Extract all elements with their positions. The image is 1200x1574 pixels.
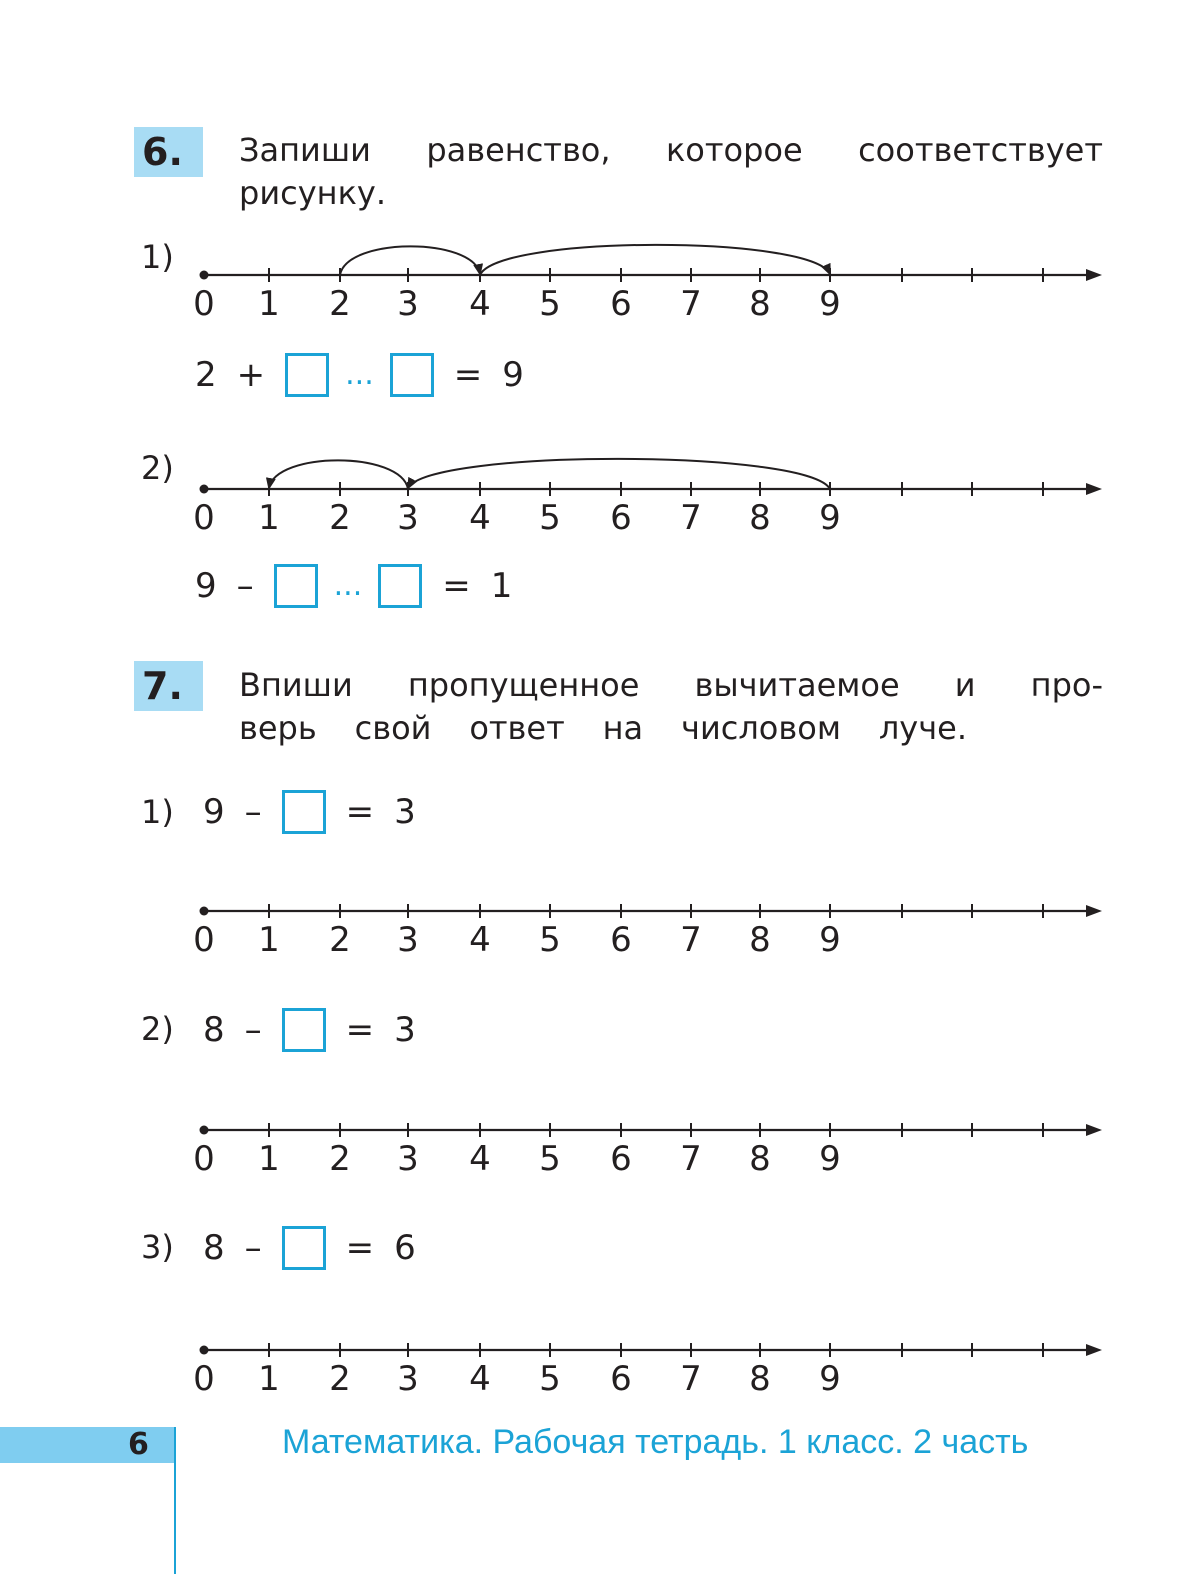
- tick-label: 8: [749, 920, 771, 960]
- exercise-7-task-line1: Впиши пропущенное вычитаемое и про-: [239, 666, 1103, 704]
- eq-result: 3: [394, 1010, 416, 1050]
- jump-arc: [269, 460, 408, 489]
- tick-label: 9: [819, 1359, 841, 1399]
- number-line-7-2: [190, 1095, 1110, 1179]
- tick-label: 4: [469, 920, 491, 960]
- jump-arc: [340, 246, 480, 275]
- eq-result: 9: [502, 355, 524, 395]
- tick-label: 6: [610, 284, 632, 324]
- eq-minuend: 9: [203, 792, 225, 832]
- eq-result: 6: [394, 1228, 416, 1268]
- eq-minuend: 8: [203, 1010, 225, 1050]
- tick-label: 6: [610, 1139, 632, 1179]
- eq-operator: –: [244, 792, 262, 832]
- tick-label: 2: [329, 1359, 351, 1399]
- exercise-6-part-1-label: 1): [141, 238, 174, 276]
- eq-operator: –: [244, 1010, 262, 1050]
- axis-arrow-head: [1086, 269, 1102, 281]
- subtrahend-answer-box[interactable]: [282, 790, 326, 834]
- exercise-7-number: 7.: [134, 661, 203, 711]
- tick-label: 7: [680, 498, 702, 538]
- exercise-7-part-3-equation: [203, 1226, 416, 1270]
- tick-label: 4: [469, 1139, 491, 1179]
- eq-start: 9: [195, 566, 217, 606]
- eq-equals: =: [442, 566, 471, 606]
- page-margin-line: [174, 1427, 176, 1574]
- tick-label: 9: [819, 920, 841, 960]
- tick-label: 0: [193, 498, 215, 538]
- eq-equals: =: [345, 792, 375, 832]
- origin-dot: [200, 485, 209, 494]
- tick-label: 0: [193, 284, 215, 324]
- eq-equals: =: [345, 1228, 375, 1268]
- tick-label: 9: [819, 498, 841, 538]
- exercise-7-task-line2: верь свой ответ на числовом луче.: [239, 709, 967, 747]
- exercise-6-part-1-equation: [195, 353, 524, 397]
- tick-label: 0: [193, 1359, 215, 1399]
- tick-label: 5: [539, 920, 561, 960]
- number-line-7-3: [190, 1315, 1110, 1399]
- page-number-band: [0, 1427, 176, 1463]
- eq-minuend: 8: [203, 1228, 225, 1268]
- tick-label: 8: [749, 1139, 771, 1179]
- tick-label: 3: [397, 920, 419, 960]
- exercise-6-part-2-label: 2): [141, 449, 174, 487]
- answer-box[interactable]: [285, 353, 329, 397]
- eq-equals: =: [345, 1010, 375, 1050]
- tick-label: 5: [539, 1359, 561, 1399]
- tick-label: 1: [258, 1139, 280, 1179]
- eq-operator: –: [244, 1228, 262, 1268]
- tick-label: 8: [749, 284, 771, 324]
- tick-label: 3: [397, 1139, 419, 1179]
- tick-label: 6: [610, 1359, 632, 1399]
- axis-arrow-head: [1086, 1344, 1102, 1356]
- tick-label: 0: [193, 1139, 215, 1179]
- tick-label: 3: [397, 1359, 419, 1399]
- tick-label: 2: [329, 1139, 351, 1179]
- tick-label: 7: [680, 920, 702, 960]
- tick-label: 4: [469, 284, 491, 324]
- tick-label: 5: [539, 1139, 561, 1179]
- eq-result: 1: [490, 566, 513, 606]
- tick-label: 5: [539, 498, 561, 538]
- origin-dot: [200, 907, 209, 916]
- origin-dot: [200, 1126, 209, 1135]
- jump-arc: [408, 459, 830, 489]
- eq-operator: +: [236, 355, 266, 395]
- exercise-6-task-line1: Запиши равенство, которое соответствует: [239, 131, 1103, 169]
- tick-label: 8: [749, 1359, 771, 1399]
- exercise-6-part-2-equation: [195, 564, 512, 608]
- tick-label: 6: [610, 498, 632, 538]
- eq-placeholder-dots: ...: [345, 357, 374, 392]
- axis-arrow-head: [1086, 1124, 1102, 1136]
- tick-label: 8: [749, 498, 771, 538]
- subtrahend-answer-box[interactable]: [282, 1008, 326, 1052]
- eq-placeholder-dots: ...: [333, 568, 363, 603]
- answer-box[interactable]: [390, 353, 434, 397]
- jump-arc: [480, 245, 830, 275]
- tick-label: 1: [258, 498, 280, 538]
- tick-label: 7: [680, 284, 702, 324]
- exercise-7-part-2-equation: [203, 1008, 416, 1052]
- tick-label: 6: [610, 920, 632, 960]
- tick-label: 9: [819, 284, 841, 324]
- exercise-7-task: [239, 664, 1103, 750]
- tick-label: 2: [329, 920, 351, 960]
- axis-arrow-head: [1086, 483, 1102, 495]
- origin-dot: [200, 1346, 209, 1355]
- page-number: 6: [128, 1427, 149, 1462]
- tick-label: 0: [193, 920, 215, 960]
- tick-label: 1: [258, 1359, 280, 1399]
- exercise-7-part-2-label: 2): [141, 1010, 174, 1048]
- exercise-6-number: 6.: [134, 127, 203, 177]
- tick-label: 4: [469, 498, 491, 538]
- eq-start: 2: [195, 355, 217, 395]
- tick-label: 4: [469, 1359, 491, 1399]
- answer-box[interactable]: [274, 564, 318, 608]
- tick-label: 7: [680, 1359, 702, 1399]
- tick-label: 7: [680, 1139, 702, 1179]
- number-line-6-1: [190, 240, 1110, 324]
- tick-label: 2: [329, 284, 351, 324]
- footer-title: Математика. Рабочая тетрадь. 1 класс. 2 часть: [282, 1423, 1029, 1461]
- eq-equals: =: [453, 355, 483, 395]
- exercise-6-task: [239, 129, 1103, 215]
- tick-label: 1: [258, 920, 280, 960]
- tick-label: 1: [258, 284, 280, 324]
- eq-result: 3: [394, 792, 416, 832]
- exercise-7-part-1-label: 1): [141, 793, 174, 831]
- exercise-7-part-1-equation: [203, 790, 416, 834]
- axis-arrow-head: [1086, 905, 1102, 917]
- tick-label: 3: [397, 498, 419, 538]
- eq-operator: –: [236, 566, 254, 606]
- number-line-6-2: [190, 454, 1110, 538]
- tick-label: 2: [329, 498, 351, 538]
- tick-label: 3: [397, 284, 419, 324]
- tick-label: 5: [539, 284, 561, 324]
- subtrahend-answer-box[interactable]: [282, 1226, 326, 1270]
- exercise-7-part-3-label: 3): [141, 1228, 174, 1266]
- number-line-7-1: [190, 876, 1110, 960]
- tick-label: 9: [819, 1139, 841, 1179]
- exercise-6-task-line2: рисунку.: [239, 174, 386, 212]
- origin-dot: [200, 271, 209, 280]
- answer-box[interactable]: [378, 564, 422, 608]
